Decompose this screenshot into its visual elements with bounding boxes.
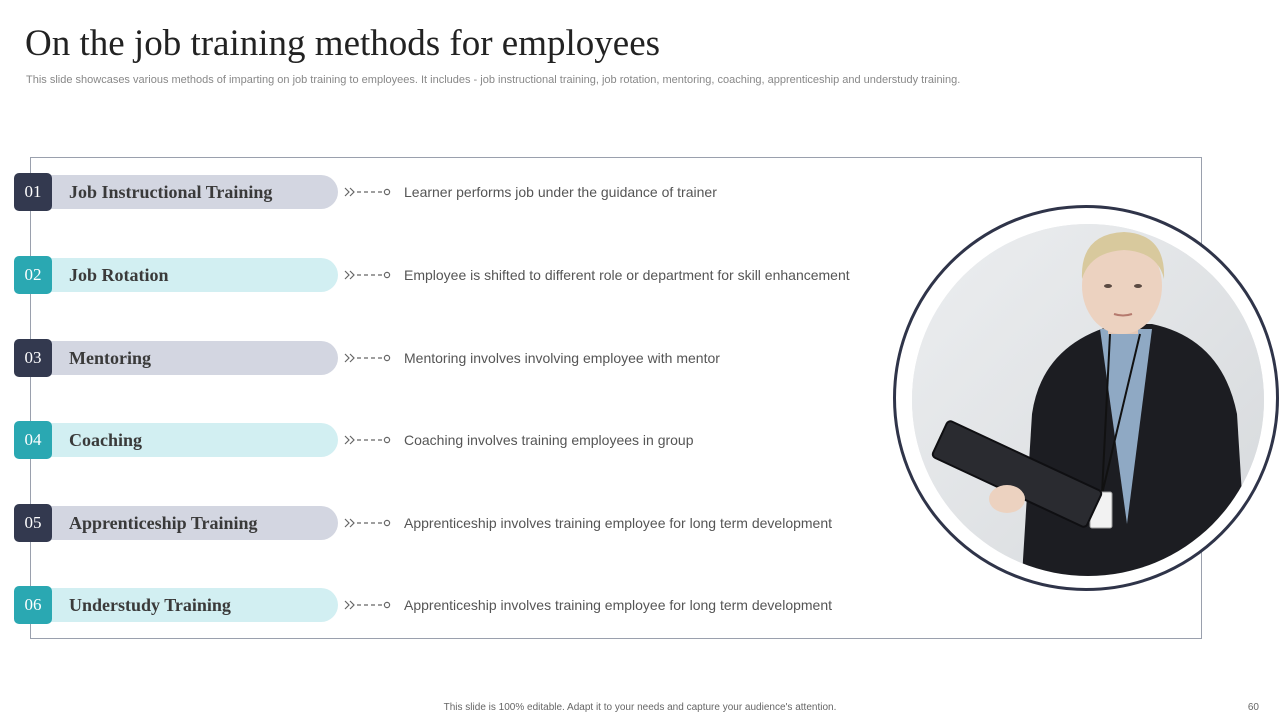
employee-photo xyxy=(912,224,1264,576)
method-number-badge: 06 xyxy=(14,586,52,624)
method-label-pill xyxy=(44,341,338,375)
arrow-connector-icon xyxy=(344,598,392,612)
method-label-pill xyxy=(44,588,338,622)
method-description: Learner performs job under the guidance of trainer xyxy=(404,184,717,200)
method-description: Apprenticeship involves training employee for long term development xyxy=(404,515,833,531)
method-label: Mentoring xyxy=(69,348,151,368)
method-number-badge: 03 xyxy=(14,339,52,377)
method-label: Coaching xyxy=(69,430,143,450)
page-number: 60 xyxy=(1247,702,1259,713)
method-description: Coaching involves training employees in group xyxy=(404,432,694,448)
arrow-connector-icon xyxy=(344,268,392,282)
method-row-06 xyxy=(14,586,914,624)
method-label-pill xyxy=(44,175,338,209)
method-label-pill xyxy=(44,423,338,457)
slide-title: On the job training methods for employees xyxy=(25,23,661,64)
arrow-connector-icon xyxy=(344,351,392,365)
method-number-badge: 01 xyxy=(14,173,52,211)
method-description: Mentoring involves involving employee with mentor xyxy=(404,350,720,366)
method-row-03 xyxy=(14,339,914,377)
method-label-pill xyxy=(44,258,338,292)
method-label: Apprenticeship Training xyxy=(69,513,258,533)
method-row-02 xyxy=(14,256,914,294)
method-description: Apprenticeship involves training employee for long term development xyxy=(404,597,833,613)
method-row-01 xyxy=(14,173,914,211)
arrow-connector-icon xyxy=(344,516,392,530)
method-label: Understudy Training xyxy=(69,595,231,615)
arrow-connector-icon xyxy=(344,185,392,199)
slide-footer: This slide is 100% editable. Adapt it to your needs and capture your audience's attention. xyxy=(443,702,837,713)
employee-photo-illustration xyxy=(912,224,1264,576)
method-label: Job Instructional Training xyxy=(69,182,273,202)
method-number-badge: 04 xyxy=(14,421,52,459)
slide-subtitle: This slide showcases various methods of imparting on job training to employees. It includes - job instructional training, job rotation, mentoring, coaching, apprenticeship and understudy training. xyxy=(26,74,961,86)
method-label-pill xyxy=(44,506,338,540)
method-row-04 xyxy=(14,421,914,459)
method-number-badge: 05 xyxy=(14,504,52,542)
method-row-05 xyxy=(14,504,914,542)
arrow-connector-icon xyxy=(344,433,392,447)
method-description: Employee is shifted to different role or department for skill enhancement xyxy=(404,267,850,283)
method-number-badge: 02 xyxy=(14,256,52,294)
method-label: Job Rotation xyxy=(69,265,169,285)
